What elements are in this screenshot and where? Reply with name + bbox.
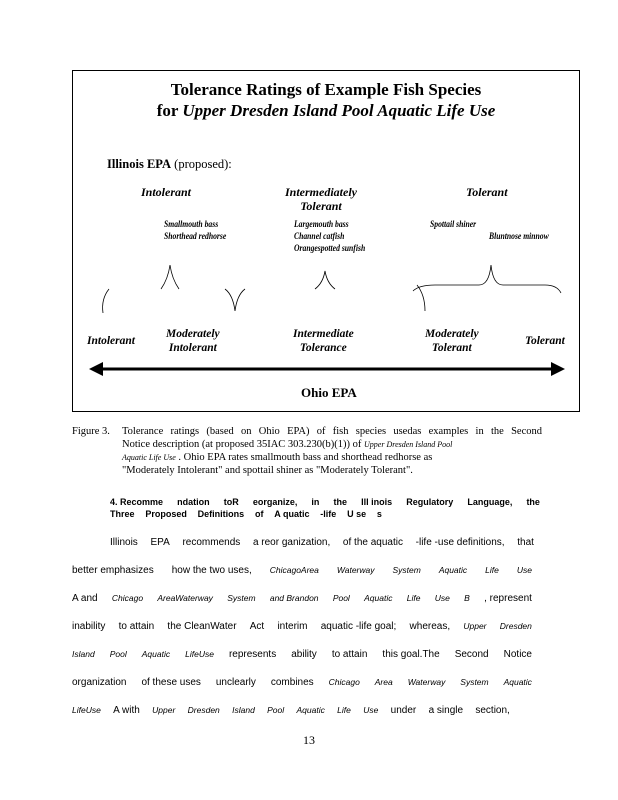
sh2-w5: -life [320, 509, 337, 519]
b3-w3: System [227, 593, 256, 603]
b2-w0: better emphasizes [72, 565, 154, 576]
b7-w7: Life [337, 705, 351, 715]
b5-w0: Island [72, 649, 95, 659]
bracket-mod-intolerant-right [225, 289, 245, 311]
b2-w5: Aquatic [438, 565, 468, 575]
body-line-1-words [110, 537, 534, 548]
b3-w0: A and [72, 593, 98, 604]
b2-w4: System [392, 565, 421, 575]
ohio-scale-arrow [89, 362, 565, 376]
sh1-w6: Ill inois [361, 497, 393, 507]
b6-w1: of these uses [141, 677, 201, 688]
b4-w8: Dresden [499, 621, 532, 631]
sh1-w9: the [526, 497, 540, 507]
caption-line-4: "Moderately Intolerant" and spottail shiner as "Moderately Tolerant". [122, 465, 413, 476]
bracket-intolerant-left [103, 289, 109, 313]
arrow-head-right [551, 362, 565, 376]
species-orangespotted-sunfish: Orangespotted sunfish [294, 243, 366, 253]
b1-w3: a reor ganization, [252, 537, 331, 548]
sh1-w0: 4. Recomme [110, 497, 164, 507]
b3-w10: , represent [484, 593, 532, 604]
ohio-tolerant: Tolerant [525, 335, 565, 347]
b1-w4: of the aquatic [342, 537, 403, 548]
section-heading-line2 [110, 508, 382, 520]
b1-w2: recommends [182, 537, 241, 548]
ohio-mt-line2: Tolerant [431, 342, 472, 354]
b3-w8: Use [434, 593, 450, 603]
b4-w3: Act [249, 621, 265, 632]
b7-w2: Upper [152, 705, 176, 715]
b7-w10: a single [428, 705, 464, 716]
b1-w1: EPA [150, 537, 170, 548]
illinois-cat-tolerant: Tolerant [466, 185, 508, 199]
b2-w7: Use [516, 565, 532, 575]
b6-w4: Chicago [328, 677, 360, 687]
body-line-2-words [72, 565, 532, 576]
illinois-cat-intolerant: Intolerant [141, 185, 192, 199]
b3-w7: Life [406, 593, 421, 603]
body-line-6-words [72, 677, 532, 688]
figure-title-line1: Tolerance Ratings of Example Fish Species [170, 80, 482, 99]
b5-w7: this goal.The [382, 649, 440, 660]
b2-w2: ChicagoArea [269, 565, 319, 575]
caption-line-1: Tolerance ratings (based on Ohio EPA) of fish species usedas examples in the Second [122, 426, 542, 437]
bracket-tolerant-brace [413, 265, 561, 293]
body-line-2 [72, 565, 532, 576]
b3-w4: and Brandon [269, 593, 319, 603]
bracket-intolerant-peak [161, 265, 179, 289]
sh2-w6: U se [347, 509, 367, 519]
caption-line-3: . Ohio EPA rates smallmouth bass and shorthead redhorse as [178, 452, 433, 463]
b5-w3: LifeUse [185, 649, 214, 659]
ohio-intermediate-tolerance [293, 327, 354, 355]
b7-w0: LifeUse [72, 705, 101, 715]
b4-w0: inability [72, 621, 106, 632]
b2-w1: how the two uses, [171, 565, 252, 576]
b5-w9: Notice [503, 649, 532, 660]
b5-w6: to attain [331, 649, 368, 660]
sh2-w2: Definitions [197, 509, 245, 519]
b5-w5: ability [291, 649, 317, 660]
b3-w5: Pool [332, 593, 350, 603]
illinois-name: Illinois EPA [107, 157, 172, 171]
body-line-7-words [72, 705, 510, 716]
page-number: 13 [303, 733, 315, 747]
body-line-4-words [72, 621, 532, 632]
b6-w6: Waterway [407, 677, 446, 687]
sh2-w4: A quatic [274, 509, 310, 519]
b4-w7: Upper [463, 621, 487, 631]
figure-caption [72, 425, 542, 477]
sh2-w7: s [376, 509, 382, 519]
caption-row-4 [72, 464, 542, 477]
b6-w7: System [460, 677, 489, 687]
species-spottail-shiner: Spottail shiner [430, 219, 477, 229]
body-line-3 [72, 593, 532, 604]
b2-w6: Life [485, 565, 499, 575]
sh2-w3: of [254, 509, 264, 519]
b4-w6: whereas, [409, 621, 451, 632]
b2-w3: Waterway [336, 565, 375, 575]
figure-box [72, 70, 580, 412]
b6-w8: Aquatic [503, 677, 532, 687]
figure-graphics [73, 71, 581, 413]
sh1-w1: ndation [177, 497, 210, 507]
figure-title-italic: Upper Dresden Island Pool Aquatic Life Use [182, 101, 496, 120]
ohio-moderately-intolerant [166, 327, 220, 355]
ohio-it-line2: Tolerance [299, 342, 347, 354]
sh1-w4: in [311, 497, 320, 507]
ohio-mt-line1: Moderately [425, 328, 479, 340]
bracket-mod-tolerant-left [417, 285, 425, 311]
species-smallmouth-bass: Smallmouth bass [164, 219, 219, 229]
b3-w6: Aquatic [364, 593, 393, 603]
b7-w8: Use [363, 705, 379, 715]
section-heading [110, 496, 540, 520]
body-line-7 [72, 705, 510, 716]
sh1-w3: eorganize, [252, 497, 298, 507]
sh1-w8: Language, [467, 497, 513, 507]
b7-w9: under [390, 705, 417, 716]
b1-w5: -life -use definitions, [415, 537, 505, 548]
species-bluntnose-minnow: Bluntnose minnow [489, 231, 549, 241]
b7-w1: A with [113, 705, 140, 716]
caption-row-3 [72, 451, 542, 464]
ohio-epa-label: Ohio EPA [301, 385, 357, 400]
b7-w11: section, [475, 705, 510, 716]
b4-w2: the CleanWater [167, 621, 237, 632]
b5-w2: Aquatic [141, 649, 171, 659]
brackets [103, 265, 561, 313]
illinois-cat-intermediately-line2: Tolerant [300, 199, 342, 213]
b7-w5: Pool [267, 705, 285, 715]
ohio-it-line1: Intermediate [293, 328, 354, 340]
caption-line-2-small: Upper Dresden Island Pool [364, 440, 453, 449]
caption-line-2: Notice description (at proposed 35IAC 303.230(b)(1)) of [122, 439, 362, 450]
body-line-4 [72, 621, 532, 632]
b4-w1: to attain [118, 621, 155, 632]
body-line-3-words [72, 593, 532, 604]
illinois-cat-intermediately-line1: Intermediately [285, 185, 357, 199]
species-shorthead-redhorse: Shorthead redhorse [164, 231, 227, 241]
illinois-note: (proposed): [174, 157, 232, 171]
ohio-intolerant: Intolerant [87, 335, 135, 347]
b4-w4: interim [277, 621, 308, 632]
b3-w2: AreaWaterway [157, 593, 213, 603]
body-line-1 [110, 537, 534, 548]
b5-w1: Pool [109, 649, 127, 659]
sh1-w2: toR [223, 497, 239, 507]
b6-w2: unclearly [215, 677, 256, 688]
b6-w5: Area [374, 677, 393, 687]
ohio-mi-line2: Intolerant [168, 342, 217, 354]
b7-w3: Dresden [187, 705, 220, 715]
ohio-mi-line1: Moderately [166, 328, 220, 340]
body-line-5-words [72, 649, 532, 660]
b7-w4: Island [232, 705, 255, 715]
b6-w0: organization [72, 677, 127, 688]
caption-label: Figure 3. [72, 426, 110, 437]
b5-w8: Second [454, 649, 489, 660]
species-largemouth-bass: Largemouth bass [294, 219, 349, 229]
b1-w6: that [517, 537, 534, 548]
body-line-6 [72, 677, 532, 688]
caption-line-3-small: Aquatic Life Use [122, 453, 176, 462]
b3-w9: B [464, 593, 470, 603]
body-line-5 [72, 649, 532, 660]
b1-w0: Illinois [110, 537, 138, 548]
b6-w3: combines [270, 677, 314, 688]
b7-w6: Aquatic [296, 705, 325, 715]
bracket-intermediate-peak [315, 271, 335, 289]
ohio-moderately-tolerant [425, 327, 479, 355]
sh1-w5: the [333, 497, 348, 507]
arrow-head-left [89, 362, 103, 376]
section-heading-line1 [110, 496, 540, 508]
b3-w1: Chicago [111, 593, 144, 603]
sh2-w1: Proposed [145, 509, 187, 519]
b4-w5: aquatic -life goal; [320, 621, 397, 632]
figure-title-prefix: for [156, 101, 183, 120]
caption-row-2 [72, 438, 542, 451]
b5-w4: represents [228, 649, 277, 660]
species-channel-catfish: Channel catfish [294, 231, 345, 241]
sh2-w0: Three [110, 509, 135, 519]
caption-row-1 [72, 425, 542, 438]
sh1-w7: Regulatory [406, 497, 454, 507]
